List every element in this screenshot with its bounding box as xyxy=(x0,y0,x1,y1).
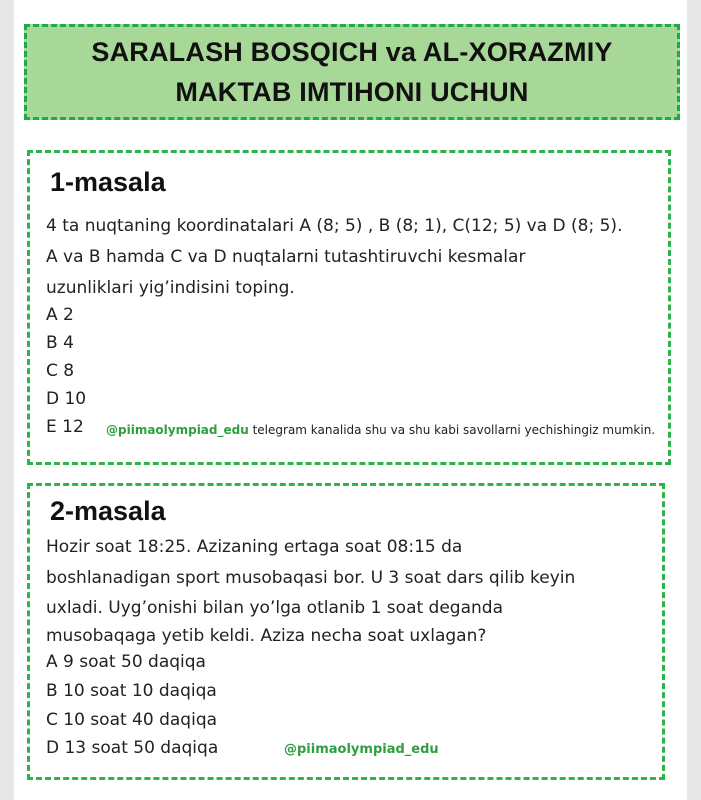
problem-1-option-d[interactable]: D 10 xyxy=(46,389,87,409)
problem-2-card xyxy=(27,483,665,780)
telegram-handle[interactable]: @piimaolympiad_edu xyxy=(106,423,249,437)
title-banner xyxy=(24,24,680,120)
problem-2-title: 2-masala xyxy=(50,496,166,526)
problem-2-text-line: Hozir soat 18:25. Azizaning ertaga soat 08:15 da xyxy=(46,537,463,557)
problem-2-option-a[interactable]: A 9 soat 50 daqiqa xyxy=(46,652,206,672)
problem-1-option-c[interactable]: C 8 xyxy=(46,361,75,381)
problem-1-option-a[interactable]: A 2 xyxy=(46,305,74,325)
promo-text: telegram kanalida shu va shu kabi savollarni yechishingiz mumkin. xyxy=(252,423,656,437)
telegram-handle[interactable]: @piimaolympiad_edu xyxy=(284,742,439,757)
title-line-1: SARALASH BOSQICH va AL-XORAZMIY xyxy=(91,37,613,67)
problem-1-option-b[interactable]: B 4 xyxy=(46,333,74,353)
promo-line xyxy=(106,423,655,437)
problem-1-text-line: uzunliklari yig’indisini toping. xyxy=(46,278,295,298)
problem-1-text-line: A va B hamda C va D nuqtalarni tutashtiruvchi kesmalar xyxy=(46,247,526,267)
problem-2-option-d[interactable]: D 13 soat 50 daqiqa xyxy=(46,738,219,758)
problem-2-option-b[interactable]: B 10 soat 10 daqiqa xyxy=(46,681,217,701)
problem-1-card xyxy=(27,150,671,465)
title-line-2: MAKTAB IMTIHONI UCHUN xyxy=(175,77,529,107)
problem-1-option-e[interactable]: E 12 xyxy=(46,417,84,437)
problem-2-option-c[interactable]: C 10 soat 40 daqiqa xyxy=(46,710,218,730)
problem-2-text-line: musobaqaga yetib keldi. Aziza necha soat uxlagan? xyxy=(46,626,487,646)
problem-1-text-line: 4 ta nuqtaning koordinatalari A (8; 5) , B (8; 1), C(12; 5) va D (8; 5). xyxy=(46,216,623,236)
problem-2-text-line: uxladi. Uyg’onishi bilan yo’lga otlanib 1 soat deganda xyxy=(46,598,503,618)
problem-2-text-line: boshlanadigan sport musobaqasi bor. U 3 soat dars qilib keyin xyxy=(46,568,576,588)
problem-1-title: 1-masala xyxy=(50,167,166,197)
